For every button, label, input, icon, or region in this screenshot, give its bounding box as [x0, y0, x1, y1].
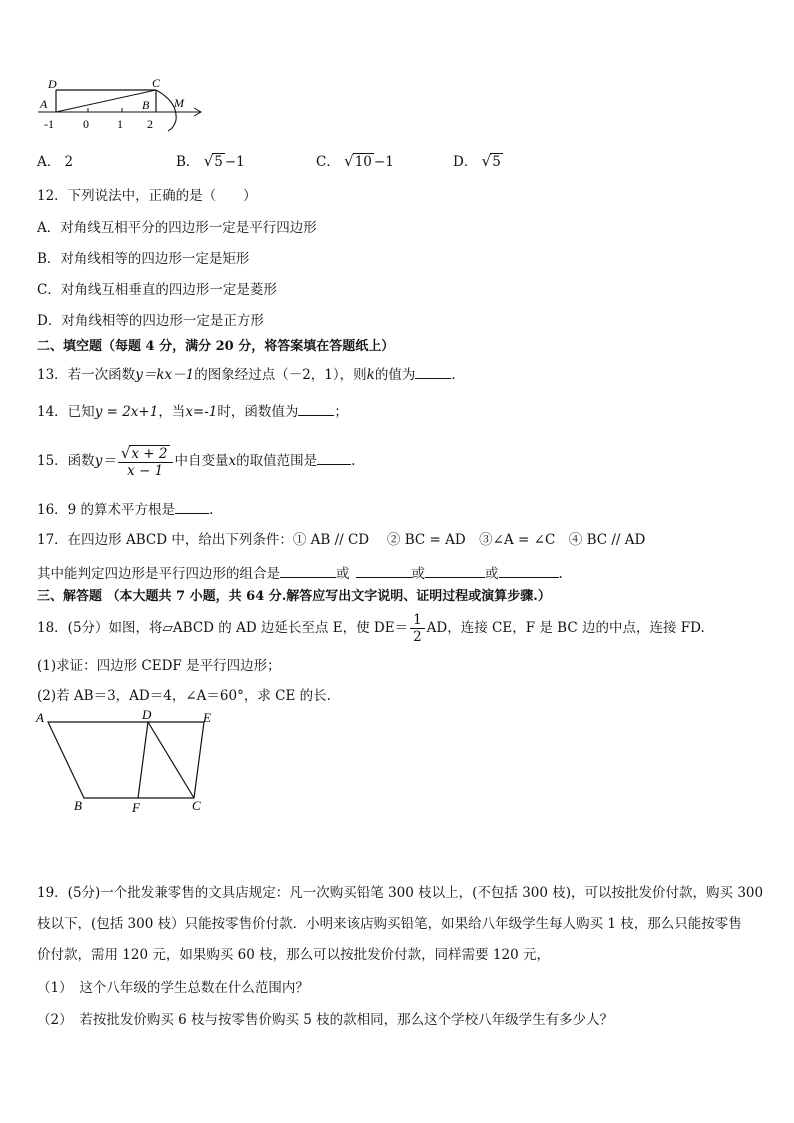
q15-end: .	[351, 453, 356, 469]
q19-part2-text: 若按批发价购买 6 枝与按零售价购买 5 枝的款相同，那么这个学校八年级学生有多少人？	[79, 1012, 614, 1028]
q17-or: 或	[411, 566, 425, 582]
q16-end: .	[209, 502, 214, 518]
q15	[37, 444, 355, 479]
q14-cond: x=-1	[185, 404, 218, 420]
q12-option-c: C．对角线互相垂直的四边形一定是菱形	[37, 282, 277, 298]
q12-option-d: D．对角线相等的四边形一定是正方形	[37, 313, 264, 329]
q19-part2-num: （2）	[37, 1012, 66, 1028]
radicand: 10	[354, 154, 372, 170]
answer-blank	[499, 563, 559, 578]
option-label: A．	[37, 154, 61, 170]
q12-stem: 12．下列说法中，正确的是（ ）	[37, 188, 257, 204]
q15-pre: 15．函数	[37, 453, 95, 469]
q18-stem	[37, 612, 705, 645]
radicand: 5	[492, 154, 501, 170]
q14-end: ；	[334, 404, 348, 420]
fig2-label-E: E	[203, 710, 211, 725]
q11-option-d: D． √5	[453, 152, 501, 170]
q14-func: y = 2x+1	[94, 404, 159, 420]
fig2-label-D: D	[142, 708, 152, 722]
answer-blank	[415, 364, 451, 379]
q11-option-b: B． √5 −1	[176, 152, 245, 170]
q15-post2: 的取值范围是	[236, 453, 318, 469]
answer-blank	[280, 563, 336, 578]
option-label: D．	[453, 154, 478, 170]
q19-part2	[37, 1011, 613, 1029]
fig2-label-C: C	[192, 798, 201, 813]
number-line-figure	[36, 76, 206, 132]
section-3-heading: 三、解答题 （本大题共 7 小题，共 64 分.解答应写出文字说明、证明过程或演算步骤.）	[37, 589, 551, 604]
q13-pre: 13．若一次函数	[37, 367, 136, 383]
q19-part1	[37, 979, 309, 997]
q19-part1-text: 这个八年级的学生总数在什么范围内？	[79, 980, 309, 996]
q18-post: AD，连接 CE，F 是 BC 边的中点，连接 FD.	[426, 620, 705, 636]
section-2-heading: 二、填空题（每题 4 分，满分 20 分，将答案填在答题纸上）	[37, 339, 395, 354]
q11-option-c: C． √10 −1	[316, 152, 394, 170]
q19-part1-num: （1）	[37, 980, 66, 996]
q19-line2: 枝以下，(包括 300 枝）只能按零售价付款．小明来该店购买铅笔，如果给八年级学生每人购买 1 枝，那么只能按零售	[37, 916, 742, 932]
q17-end: .	[558, 566, 563, 582]
option-label: C．	[316, 154, 340, 170]
q16	[37, 499, 213, 519]
option-value: 2	[64, 154, 74, 170]
q15-func-y: y＝	[94, 453, 116, 469]
q17-stem: 17．在四边形 ABCD 中，给出下列条件：① AB // CD ② BC = AD ③∠A = ∠C ④ BC // AD	[37, 532, 646, 548]
fig2-label-F: F	[132, 800, 140, 815]
q18-frac-num: 1	[410, 612, 425, 629]
q13-mid: 的图象经过点（－2，1），则	[194, 367, 367, 383]
q18-part1: (1)求证：四边形 CEDF 是平行四边形；	[37, 658, 281, 674]
fig1-label-M: M	[174, 96, 184, 110]
q17-line2	[37, 563, 563, 583]
fig1-label-A: A	[40, 97, 48, 111]
option-tail: −1	[373, 154, 394, 170]
fig1-tick-label: -1	[44, 117, 54, 131]
q17-line2-pre: 其中能判定四边形是平行四边形的组合是	[37, 566, 280, 582]
q17-or: 或	[485, 566, 499, 582]
radicand: 5	[214, 154, 223, 170]
q18-frac-den: 2	[413, 629, 422, 645]
fig1-label-B: B	[142, 98, 150, 112]
q16-text: 16．9 的算术平方根是	[37, 502, 176, 518]
fig2-label-B: B	[74, 798, 82, 813]
q19-line1: 19．(5分)一个批发兼零售的文具店规定：凡一次购买铅笔 300 枝以上，(不包括 300 枝)，可以按批发价付款，购买 300	[37, 885, 764, 901]
q15-numerator: x + 2	[131, 445, 168, 462]
q19-line3: 价付款，需用 120 元，如果购买 60 枝，那么可以按批发价付款，同样需要 120 元，	[37, 947, 550, 963]
answer-blank	[175, 499, 209, 514]
option-tail: −1	[224, 154, 245, 170]
answer-blank	[425, 563, 485, 578]
q15-var: x	[228, 453, 237, 469]
fig1-tick-label: 1	[117, 117, 123, 131]
q14	[37, 401, 348, 421]
q14-pre: 14．已知	[37, 404, 95, 420]
fig1-tick-label: 0	[83, 117, 89, 131]
q12-option-b: B．对角线相等的四边形一定是矩形	[37, 251, 250, 267]
q15-fraction: $\frac{√x + 2}{x - 1}$	[118, 445, 173, 479]
fig1-label-C: C	[152, 76, 161, 90]
q14-post: 时，函数值为	[217, 404, 299, 420]
fig2-label-A: A	[36, 710, 44, 725]
q17-or: 或	[336, 566, 350, 582]
q13-end: .	[451, 367, 456, 383]
q15-denominator: x − 1	[127, 462, 164, 479]
q15-post: 中自变量	[174, 453, 229, 469]
q11-option-a	[37, 150, 73, 170]
q18-pre: 18．(5分）如图，将▱ABCD 的 AD 边延长至点 E，使 DE＝	[37, 620, 409, 636]
q18-part2: (2)若 AB＝3，AD＝4，∠A＝60°，求 CE 的长.	[37, 688, 331, 704]
q14-mid: ，当	[158, 404, 186, 420]
option-label: B．	[176, 154, 200, 170]
q13-var: k	[366, 367, 375, 383]
q13	[37, 364, 456, 384]
answer-blank	[298, 401, 334, 416]
parallelogram-figure	[34, 708, 224, 818]
answer-blank	[356, 563, 412, 578]
q13-func: y＝kx－1	[135, 367, 195, 383]
q12-option-a: A．对角线互相平分的四边形一定是平行四边形	[37, 220, 317, 236]
fig1-tick-label: 2	[147, 117, 153, 131]
q13-post: 的值为	[374, 367, 416, 383]
answer-blank	[317, 450, 351, 465]
q18-fraction	[410, 612, 425, 645]
fig1-label-D: D	[48, 77, 57, 91]
